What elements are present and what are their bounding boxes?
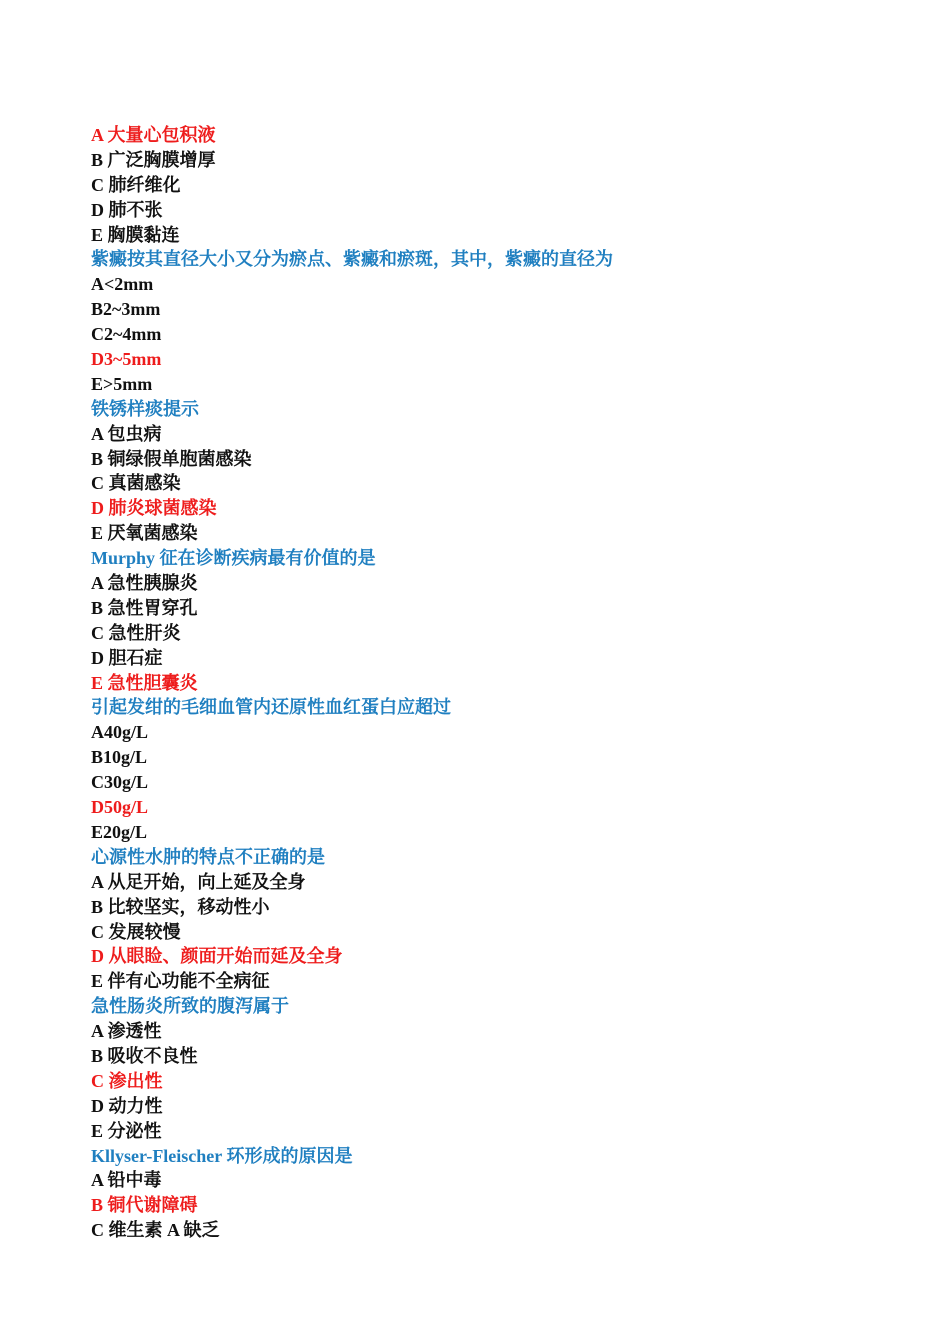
option-text: E 伴有心功能不全病征 — [91, 971, 270, 992]
option-text: A 铅中毒 — [91, 1170, 162, 1191]
question-text: 急性肠炎所致的腹泻属于 — [91, 996, 289, 1017]
question-text: Murphy 征在诊断疾病最有价值的是 — [91, 548, 376, 569]
answer-option-text: C 渗出性 — [91, 1070, 163, 1091]
answer-option-text: D50g/L — [91, 797, 149, 818]
option-text: B 广泛胸膜增厚 — [91, 149, 216, 170]
option-text: E20g/L — [91, 821, 148, 842]
option-text: C 发展较慢 — [91, 921, 181, 942]
option-text: D 动力性 — [91, 1095, 163, 1116]
question-text: 心源性水肿的特点不正确的是 — [91, 846, 325, 867]
answer-option-text: D 从眼睑、颜面开始而延及全身 — [91, 946, 343, 967]
answer-option-text: D 肺炎球菌感染 — [91, 498, 217, 519]
option-text: B 吸收不良性 — [91, 1045, 198, 1066]
answer-option-text: B 铜代谢障碍 — [91, 1195, 198, 1216]
option-text: E 厌氧菌感染 — [91, 523, 198, 544]
option-text: B10g/L — [91, 747, 148, 768]
option-text: B2~3mm — [91, 299, 161, 320]
answer-option-text: A 大量心包积液 — [91, 125, 216, 145]
option-text: A 包虫病 — [91, 423, 162, 444]
document-page — [91, 123, 891, 1243]
option-text: D 胆石症 — [91, 647, 163, 668]
option-text: C 肺纤维化 — [91, 174, 181, 195]
option-text: A 急性胰腺炎 — [91, 573, 198, 594]
option-text: A<2mm — [91, 274, 154, 295]
question-text: 引起发绀的毛细血管内还原性血红蛋白应超过 — [91, 697, 451, 718]
option-text: A40g/L — [91, 722, 149, 743]
question-text: 铁锈样痰提示 — [91, 398, 199, 419]
option-text: C2~4mm — [91, 324, 162, 345]
question-text: Kllyser-Fleischer 环形成的原因是 — [91, 1145, 353, 1166]
answer-option-text: D3~5mm — [91, 349, 162, 370]
option-text: A 从足开始，向上延及全身 — [91, 871, 306, 892]
option-text: E>5mm — [91, 373, 153, 394]
option-text: B 铜绿假单胞菌感染 — [91, 448, 252, 469]
option-text: C 真菌感染 — [91, 473, 181, 494]
option-text: A 渗透性 — [91, 1021, 162, 1042]
option-text: E 分泌性 — [91, 1120, 162, 1141]
option-text: C 维生素 A 缺乏 — [91, 1220, 220, 1241]
option-text: C30g/L — [91, 772, 149, 793]
option-text: C 急性肝炎 — [91, 622, 181, 643]
answer-option-text: E 急性胆囊炎 — [91, 672, 198, 693]
option-text: B 比较坚实，移动性小 — [91, 896, 270, 917]
option-text: E 胸膜黏连 — [91, 224, 180, 245]
option-text: B 急性胃穿孔 — [91, 597, 198, 618]
option-text: D 肺不张 — [91, 199, 163, 220]
question-text: 紫癜按其直径大小又分为瘀点、紫癜和瘀斑，其中，紫癜的直径为 — [91, 249, 613, 270]
